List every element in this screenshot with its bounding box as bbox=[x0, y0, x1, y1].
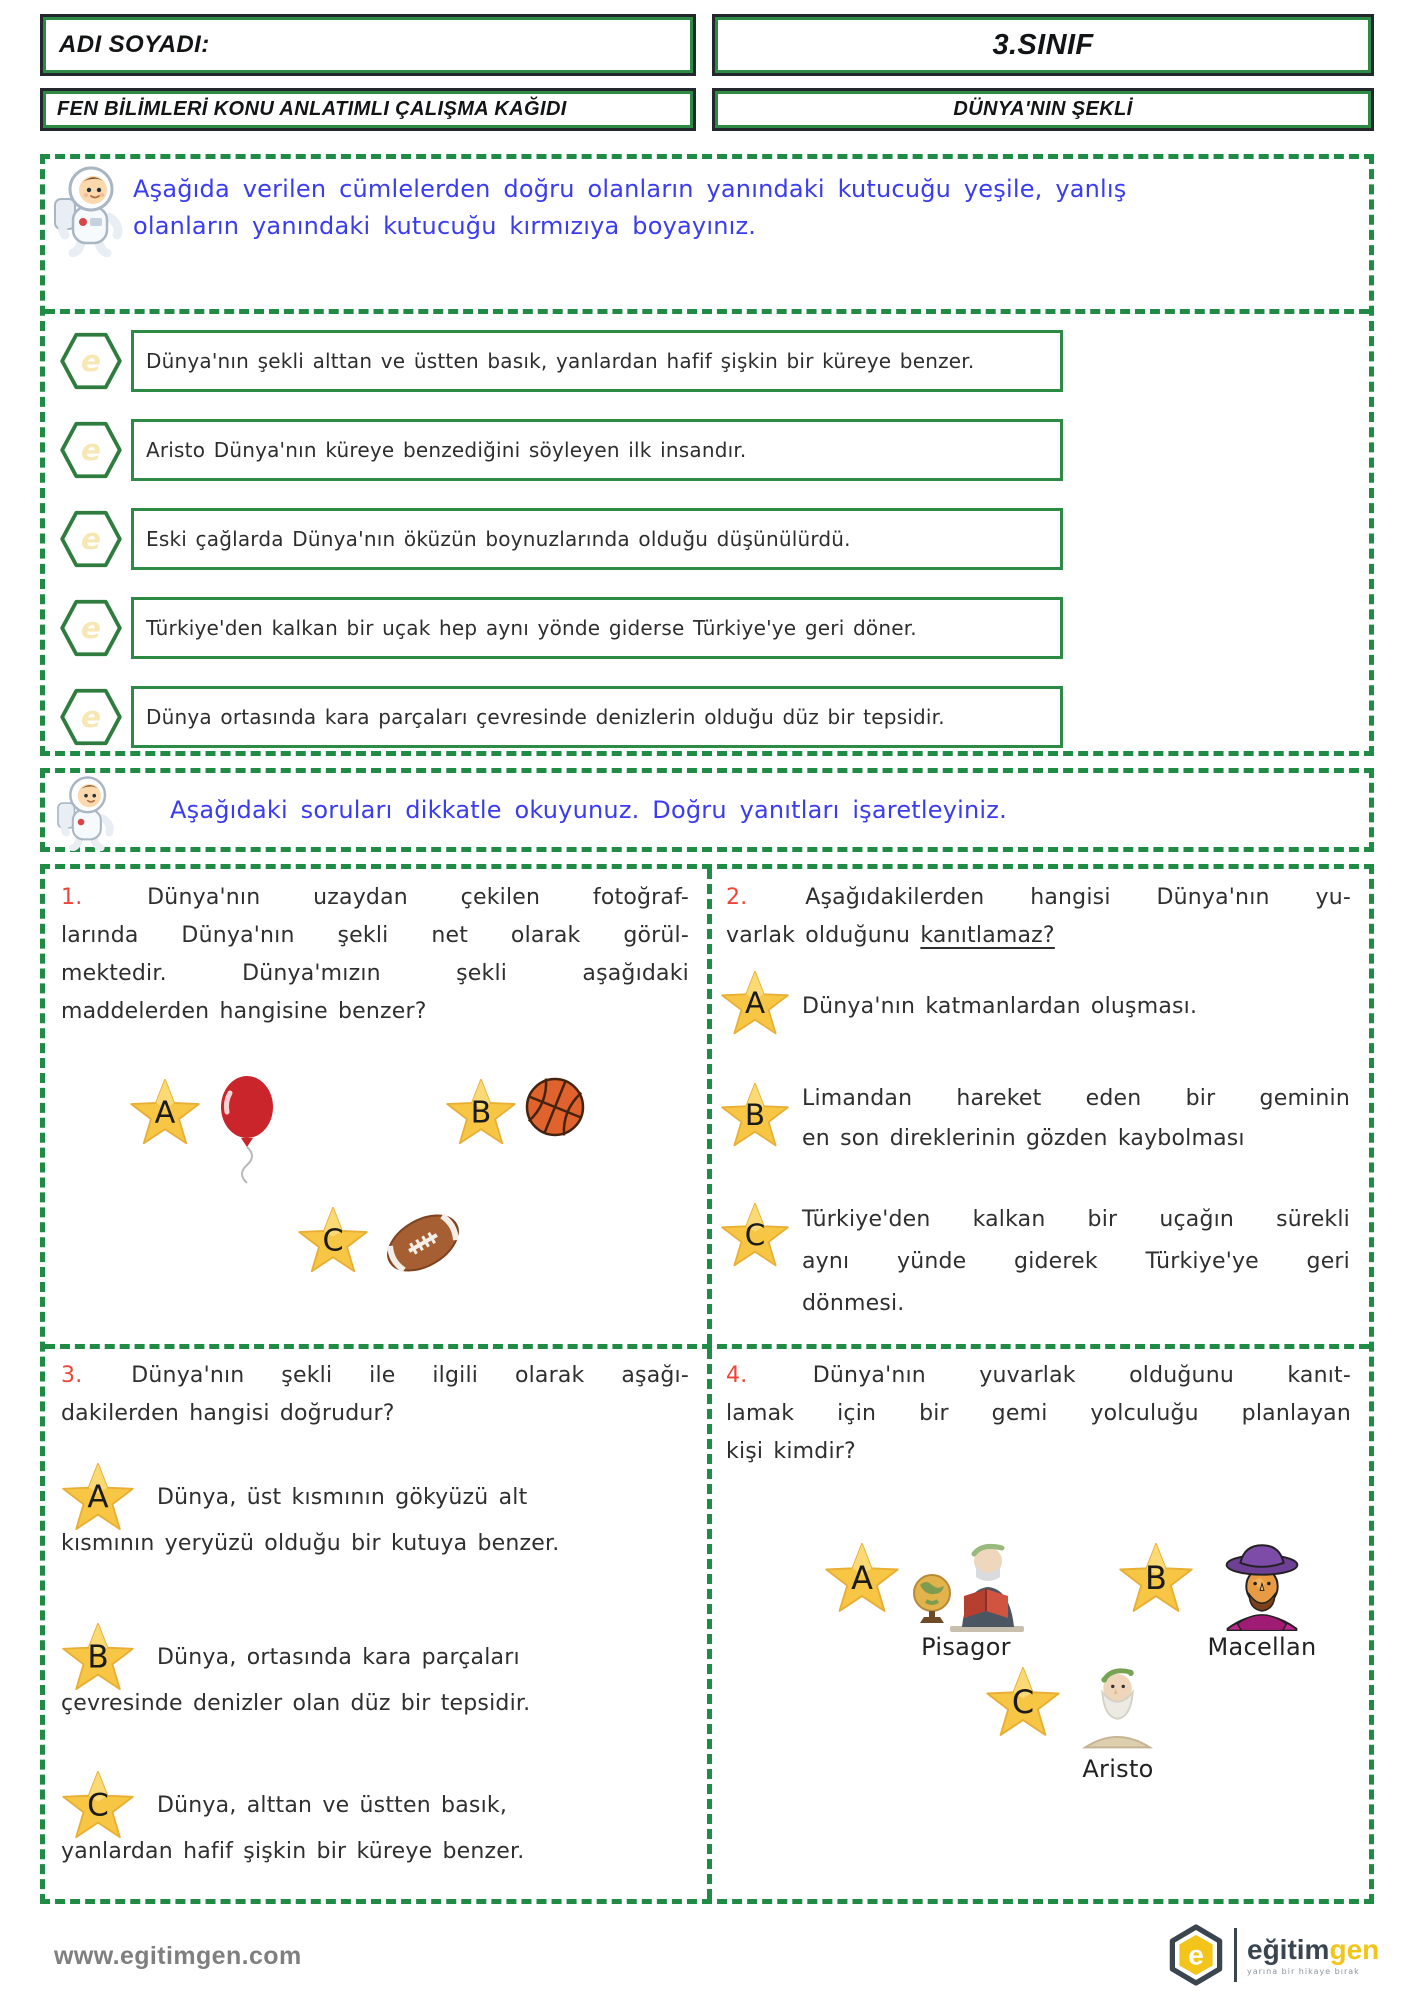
questions-instruction-section bbox=[40, 768, 1374, 852]
q3-option-c-text: Dünya, alttan ve üstten basık, yanlardan hafif şişkin bir küreye benzer. bbox=[61, 1793, 525, 1864]
question-3-number: 3. bbox=[61, 1363, 83, 1388]
topic-label: DÜNYA'NIN ŞEKLİ bbox=[953, 98, 1133, 120]
egitimgen-watermark-icon: e bbox=[81, 611, 101, 646]
question-2-number: 2. bbox=[726, 885, 748, 910]
logo-text-dark: eğitim bbox=[1247, 1933, 1330, 1965]
astronaut-icon bbox=[53, 775, 119, 851]
q4-option-c-name: Aristo bbox=[1082, 1755, 1154, 1783]
q4-option-b-label: B bbox=[1145, 1558, 1167, 1597]
q2-option-b-label: B bbox=[744, 1098, 766, 1133]
question-1-number: 1. bbox=[61, 885, 83, 910]
q1-option-a-star[interactable] bbox=[129, 1077, 201, 1149]
topic-box bbox=[712, 88, 1374, 131]
statement-2-box bbox=[131, 419, 1063, 481]
statement-1-text: Dünya'nın şekli alttan ve üstten basık, yanlardan hafif şişkin bir küreye benzer. bbox=[146, 349, 975, 373]
instruction-line-1: Aşağıda verilen cümlelerden doğru olanların yanındaki kutucuğu yeşile, yanlış bbox=[133, 175, 1127, 203]
q3-option-a-label: A bbox=[87, 1479, 109, 1516]
question-1 bbox=[45, 869, 707, 1344]
website-url: www.egitimgen.com bbox=[54, 1942, 302, 1970]
student-name-field[interactable] bbox=[40, 14, 696, 76]
question-2-text: 2. Aşağıdakilerden hangisi Dünya'nın yu- varlak olduğunu kanıtlamaz? bbox=[726, 885, 1352, 948]
logo-letter: e bbox=[1188, 1939, 1204, 1971]
egitimgen-logo bbox=[1168, 1924, 1379, 1986]
statement-5-text: Dünya ortasında kara parçaları çevresinde denizlerin olduğu düz bir tepsidir. bbox=[146, 705, 945, 729]
football-icon bbox=[375, 1199, 471, 1287]
q4-option-a-star[interactable] bbox=[824, 1541, 900, 1617]
q1-option-a-label: A bbox=[154, 1095, 176, 1131]
question-4 bbox=[712, 1349, 1369, 1899]
questions-section bbox=[40, 864, 1374, 1904]
egitimgen-watermark-icon: e bbox=[81, 433, 101, 468]
grade-label: 3.SINIF bbox=[992, 28, 1094, 61]
q2-option-a-label: A bbox=[744, 986, 766, 1021]
logo-divider bbox=[1234, 1928, 1237, 1982]
q4-option-a-name: Pisagor bbox=[921, 1633, 1011, 1661]
egitimgen-watermark-icon: e bbox=[81, 344, 101, 379]
grade-box bbox=[712, 14, 1374, 76]
question-3 bbox=[45, 1349, 707, 1899]
q1-option-c-star[interactable] bbox=[297, 1205, 369, 1277]
statement-1-checkbox[interactable] bbox=[59, 329, 123, 393]
student-name-label: ADI SOYADI: bbox=[59, 31, 210, 58]
egitimgen-watermark-icon: e bbox=[81, 522, 101, 557]
q1-option-c-label: C bbox=[322, 1223, 344, 1259]
q2-option-c-star[interactable] bbox=[720, 1201, 790, 1271]
q3-option-c-label: C bbox=[87, 1787, 109, 1824]
q2-option-b-star[interactable] bbox=[720, 1081, 790, 1151]
q3-option-b-label: B bbox=[87, 1639, 109, 1676]
pisagor-icon bbox=[906, 1533, 1031, 1638]
underlined-keyword: kanıtlamaz? bbox=[920, 923, 1055, 948]
q4-option-a-label: A bbox=[851, 1558, 873, 1597]
statement-3-checkbox[interactable] bbox=[59, 507, 123, 571]
q1-option-b-star[interactable] bbox=[445, 1077, 517, 1149]
subject-box bbox=[40, 88, 696, 131]
statement-3-text: Eski çağlarda Dünya'nın öküzün boynuzlarında olduğu düşünülürdü. bbox=[146, 527, 851, 551]
statement-1-box bbox=[131, 330, 1063, 392]
basketball-icon bbox=[523, 1075, 587, 1139]
astronaut-icon bbox=[49, 165, 129, 257]
q2-option-b-text: Limandan hareket eden bir geminin en son direklerinin gözden kaybolması bbox=[802, 1086, 1350, 1151]
q4-option-c-star[interactable] bbox=[985, 1665, 1061, 1741]
statement-5-box bbox=[131, 686, 1063, 748]
q4-option-b-name: Macellan bbox=[1207, 1633, 1317, 1661]
q1-option-b-label: B bbox=[470, 1095, 492, 1131]
macellan-icon bbox=[1208, 1537, 1316, 1631]
egitimgen-watermark-icon: e bbox=[81, 700, 101, 735]
instruction-line-2: olanların yanındaki kutucuğu kırmızıya boyayınız. bbox=[133, 212, 757, 240]
q4-option-b-star[interactable] bbox=[1118, 1541, 1194, 1617]
question-1-text: 1. Dünya'nın uzaydan çekilen fotoğraf- larında Dünya'nın şekli net olarak görül- mektedir. Dünya'mızın şekli aşağıdaki maddelerden hangisine benzer? bbox=[61, 885, 689, 1024]
q3-option-b-text: Dünya, ortasında kara parçaları çevresinde denizler olan düz bir tepsidir. bbox=[61, 1645, 531, 1716]
question-3-text: 3. Dünya'nın şekli ile ilgili olarak aşağı- dakilerden hangisi doğrudur? bbox=[61, 1363, 689, 1426]
aristo-icon bbox=[1068, 1659, 1168, 1751]
statements-section bbox=[40, 154, 1374, 756]
logo-text-yellow: gen bbox=[1329, 1933, 1380, 1965]
q2-option-c-text: Türkiye'den kalkan bir uçağın sürekli aynı yünde giderek Türkiye'ye geri dönmesi. bbox=[802, 1207, 1350, 1316]
statement-3-box bbox=[131, 508, 1063, 570]
statement-5-checkbox[interactable] bbox=[59, 685, 123, 749]
statement-4-checkbox[interactable] bbox=[59, 596, 123, 660]
q2-option-c-label: C bbox=[744, 1218, 766, 1253]
questions-instruction: Aşağıdaki soruları dikkatle okuyunuz. Doğru yanıtları işaretleyiniz. bbox=[170, 796, 1007, 824]
subject-label: FEN BİLİMLERİ KONU ANLATIMLI ÇALIŞMA KAĞIDI bbox=[57, 98, 567, 120]
q4-option-c-label: C bbox=[1011, 1682, 1035, 1721]
statement-4-text: Türkiye'den kalkan bir uçak hep aynı yönde giderse Türkiye'ye geri döner. bbox=[146, 616, 917, 640]
question-4-text: 4. Dünya'nın yuvarlak olduğunu kanıt- lamak için bir gemi yolculuğu planlayan kişi kimdir? bbox=[726, 1363, 1351, 1464]
logo-hexagon-icon bbox=[1168, 1924, 1224, 1986]
logo-tagline: yarına bir hikaye bırak bbox=[1247, 1966, 1360, 1976]
q3-option-a-text: Dünya, üst kısmının gökyüzü alt kısmının yeryüzü olduğu bir kutuya benzer. bbox=[61, 1485, 560, 1556]
statement-2-text: Aristo Dünya'nın küreye benzediğini söyleyen ilk insandır. bbox=[146, 438, 747, 462]
statement-4-box bbox=[131, 597, 1063, 659]
statement-2-checkbox[interactable] bbox=[59, 418, 123, 482]
section-divider bbox=[45, 309, 1369, 314]
balloon-icon bbox=[215, 1073, 279, 1185]
q2-option-a-text: Dünya'nın katmanlardan oluşması. bbox=[802, 994, 1198, 1019]
question-2 bbox=[712, 869, 1369, 1344]
q2-option-a-star[interactable] bbox=[720, 969, 790, 1039]
question-4-number: 4. bbox=[726, 1363, 748, 1388]
